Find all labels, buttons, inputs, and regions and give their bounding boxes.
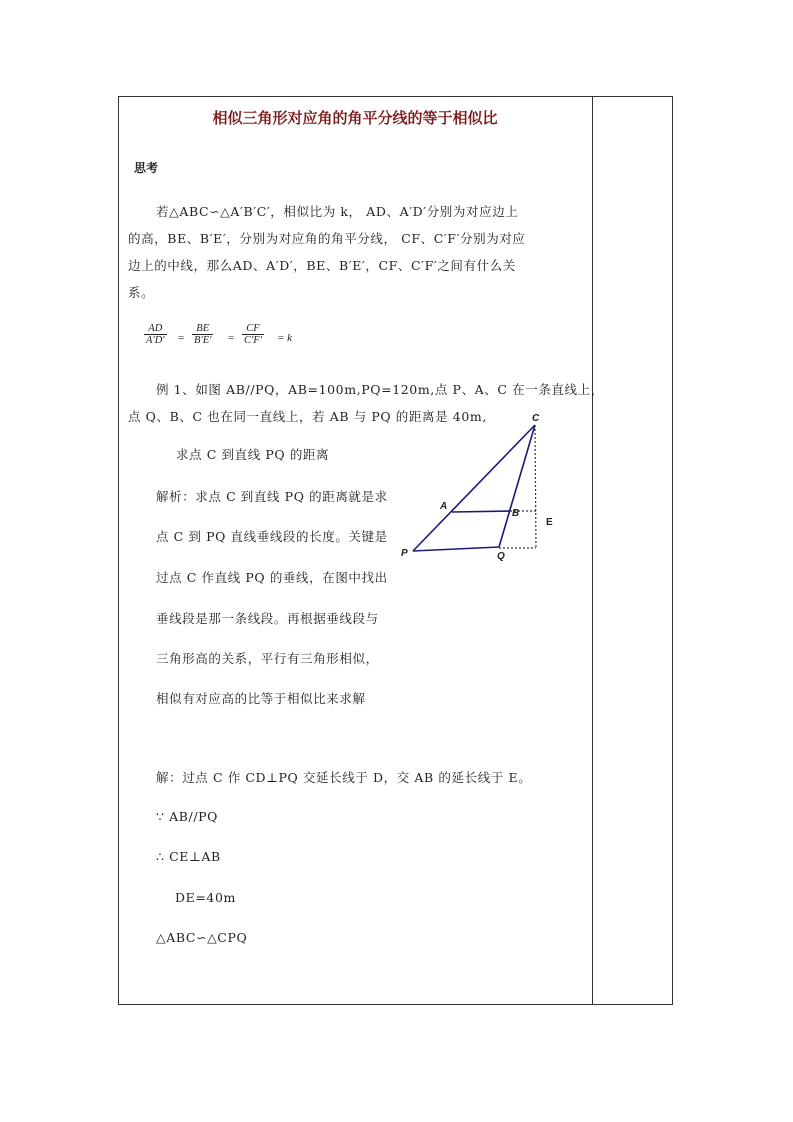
example-line-2: 点 Q、B、C 也在同一直线上，若 AB 与 PQ 的距离是 40m, (128, 409, 487, 424)
solution-line-5: △ABC∽△CPQ (156, 930, 248, 945)
solution-line-1: 解：过点 C 作 CD⊥PQ 交延长线于 D，交 AB 的延长线于 E。 (156, 770, 532, 785)
solution-line-3: ∴ CE⊥AB (156, 849, 221, 864)
label-q: Q (497, 551, 505, 562)
example-question: 求点 C 到直线 PQ 的距离 (176, 447, 330, 462)
label-c: C (532, 413, 540, 424)
label-b: B (512, 508, 520, 519)
label-e: E (546, 517, 553, 528)
equals-k: = k (277, 332, 293, 344)
think-line-4: 系。 (128, 285, 155, 300)
analysis-line-6: 相似有对应高的比等于相似比来求解 (156, 691, 366, 706)
fraction-cf: $\frac{CF}{C'F'}$ (244, 323, 263, 346)
think-line-1: 若△ABC∽△A′B′C′，相似比为 k， AD、A′D′分别为对应边上 (156, 204, 519, 219)
analysis-line-2: 点 C 到 PQ 直线垂线段的长度。关键是 (156, 529, 388, 544)
think-line-3: 边上的中线，那么AD、A′D′，BE、B′E′，CF、C′F′之间有什么关 (128, 258, 516, 273)
line-cd (535, 425, 536, 548)
label-p: P (401, 548, 408, 559)
label-a: A (440, 501, 448, 512)
analysis-line-1: 解析：求点 C 到直线 PQ 的距离就是求 (156, 489, 388, 504)
section-heading: 思考 (134, 161, 159, 175)
analysis-line-4: 垂线段是那一条线段。再根据垂线段与 (156, 611, 379, 626)
fraction-be: $\frac{BE}{B'E'}$ (194, 323, 212, 346)
solution-line-2: ∵ AB//PQ (156, 809, 219, 824)
solution-line-4: DE=40m (175, 890, 236, 905)
page-title: 相似三角形对应角的角平分线的等于相似比 (212, 109, 498, 127)
line-pq (413, 547, 499, 551)
analysis-line-5: 三角形高的关系，平行有三角形相似， (156, 651, 379, 666)
table-column-divider (592, 96, 593, 1005)
fraction-ad: $\frac{AD}{A'D'}$ (146, 323, 165, 346)
analysis-line-3: 过点 C 作直线 PQ 的垂线，在图中找出 (156, 570, 388, 585)
triangle-figure (395, 405, 565, 565)
equals-sign: = (178, 332, 185, 344)
think-line-2: 的高，BE、B′E′，分别为对应角的角平分线， CF、C′F′分别为对应 (128, 231, 526, 246)
example-line-1: 例 1、如图 AB//PQ，AB=100m,PQ=120m,点 P、A、C 在一条直线上， (156, 382, 604, 397)
line-ab (452, 511, 510, 512)
equals-sign: = (228, 332, 235, 344)
